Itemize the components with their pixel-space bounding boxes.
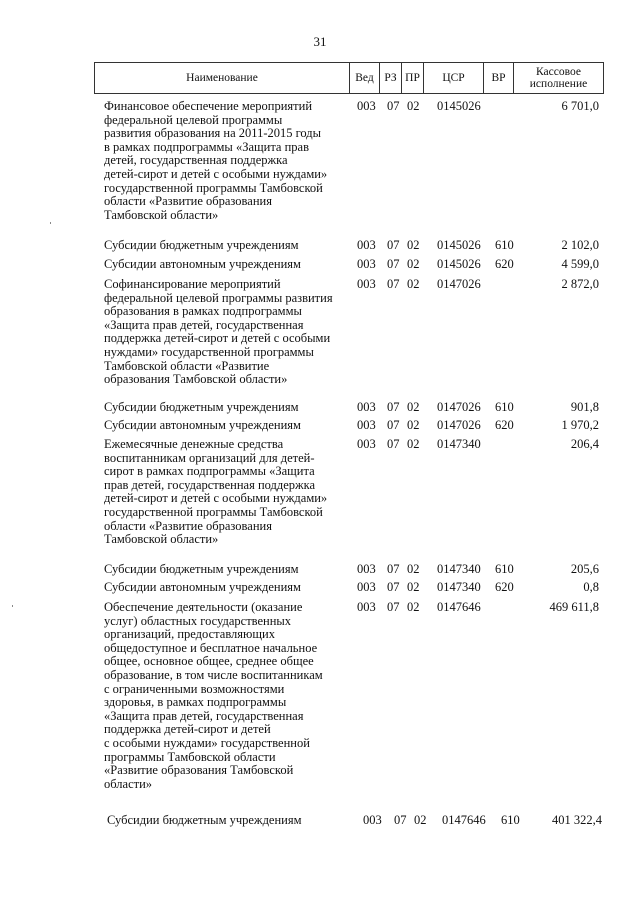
row-name: Субсидии бюджетным учреждениям bbox=[104, 400, 299, 414]
row-pr: 02 bbox=[407, 400, 420, 414]
row-csr: 0145026 bbox=[437, 238, 481, 252]
row-pr: 02 bbox=[414, 813, 427, 827]
row-vr: 610 bbox=[495, 400, 514, 414]
row-ved: 003 bbox=[363, 813, 382, 827]
row-csr: 0145026 bbox=[437, 257, 481, 271]
header-ved: Вед bbox=[349, 63, 379, 93]
row-csr: 0147646 bbox=[442, 813, 486, 827]
row-name: Обеспечение деятельности (оказание услуг) областных государственных организаций, предоставляющих общедоступное и бесплатное начальное общее, основное общее, среднее общее образование, в том числе воспитанникам с ограниченными возможностями здоровья, в рамках подпрограммы «Защита прав детей, государственная поддержка детей-сирот и детей с особыми нуждами» государственной программы Тамбовской области «Развитие образования Тамбовской области» bbox=[104, 600, 323, 791]
row-name: Софинансирование мероприятий федеральной целевой программы развития образования в рамках подпрограммы «Защита прав детей, государственная поддержка детей-сирот и детей с особыми нуждами» государственной программы Тамбовской области «Развитие образования Тамбовской области» bbox=[104, 277, 333, 387]
row-name: Финансовое обеспечение мероприятий федеральной целевой программы развития образования на 2011-2015 годы в рамках подпрограммы «Защита прав детей, государственная поддержка детей-сирот и детей с особыми нуждами» государственной программы Тамбовской области «Развитие образования Тамбовской области» bbox=[104, 99, 328, 222]
row-rz: 07 bbox=[387, 99, 400, 113]
scan-speck bbox=[12, 605, 13, 607]
header-vr: ВР bbox=[483, 63, 513, 93]
row-name: Субсидии бюджетным учреждениям bbox=[104, 238, 299, 252]
row-ved: 003 bbox=[357, 580, 376, 594]
row-ved: 003 bbox=[357, 257, 376, 271]
row-csr: 0147026 bbox=[437, 418, 481, 432]
row-rz: 07 bbox=[387, 418, 400, 432]
row-rz: 07 bbox=[387, 257, 400, 271]
row-sum: 2 102,0 bbox=[561, 238, 599, 252]
row-rz: 07 bbox=[387, 600, 400, 614]
row-sum: 401 322,4 bbox=[552, 813, 602, 827]
header-pr: ПР bbox=[401, 63, 423, 93]
row-ved: 003 bbox=[357, 418, 376, 432]
row-sum: 206,4 bbox=[570, 437, 599, 451]
row-csr: 0145026 bbox=[437, 99, 481, 113]
page-number: 31 bbox=[313, 34, 327, 49]
row-pr: 02 bbox=[407, 99, 420, 113]
row-pr: 02 bbox=[407, 238, 420, 252]
row-vr: 610 bbox=[495, 562, 514, 576]
row-csr: 0147026 bbox=[437, 277, 481, 291]
row-rz: 07 bbox=[394, 813, 407, 827]
row-rz: 07 bbox=[387, 437, 400, 451]
row-sum: 205,6 bbox=[570, 562, 599, 576]
row-pr: 02 bbox=[407, 580, 420, 594]
header-csr: ЦСР bbox=[423, 63, 483, 93]
row-csr: 0147340 bbox=[437, 580, 481, 594]
row-vr: 610 bbox=[501, 813, 520, 827]
row-csr: 0147340 bbox=[437, 562, 481, 576]
row-ved: 003 bbox=[357, 600, 376, 614]
row-sum: 0,8 bbox=[583, 580, 599, 594]
row-pr: 02 bbox=[407, 418, 420, 432]
row-vr: 610 bbox=[495, 238, 514, 252]
row-rz: 07 bbox=[387, 238, 400, 252]
row-pr: 02 bbox=[407, 277, 420, 291]
row-rz: 07 bbox=[387, 562, 400, 576]
row-name: Субсидии бюджетным учреждениям bbox=[107, 813, 302, 827]
row-pr: 02 bbox=[407, 437, 420, 451]
row-ved: 003 bbox=[357, 400, 376, 414]
row-name: Субсидии бюджетным учреждениям bbox=[104, 562, 299, 576]
row-sum: 2 872,0 bbox=[561, 277, 599, 291]
row-ved: 003 bbox=[357, 562, 376, 576]
row-name: Субсидии автономным учреждениям bbox=[104, 580, 301, 594]
row-csr: 0147340 bbox=[437, 437, 481, 451]
scan-speck bbox=[50, 222, 51, 224]
row-sum: 4 599,0 bbox=[561, 257, 599, 271]
row-ved: 003 bbox=[357, 437, 376, 451]
row-sum: 6 701,0 bbox=[561, 99, 599, 113]
row-csr: 0147026 bbox=[437, 400, 481, 414]
table-header bbox=[94, 62, 604, 94]
row-pr: 02 bbox=[407, 600, 420, 614]
row-vr: 620 bbox=[495, 418, 514, 432]
row-name: Субсидии автономным учреждениям bbox=[104, 418, 301, 432]
row-rz: 07 bbox=[387, 277, 400, 291]
row-name: Ежемесячные денежные средства воспитанникам организаций для детей- сирот в рамках подпрограммы «Защита прав детей, государственная поддержка детей-сирот и детей с особыми нуждами» государственной программы Тамбовской области «Развитие образования Тамбовской области» bbox=[104, 437, 328, 547]
row-vr: 620 bbox=[495, 580, 514, 594]
row-ved: 003 bbox=[357, 277, 376, 291]
row-pr: 02 bbox=[407, 562, 420, 576]
row-rz: 07 bbox=[387, 400, 400, 414]
header-name: Наименование bbox=[186, 72, 258, 84]
row-sum: 469 611,8 bbox=[549, 600, 599, 614]
row-sum: 1 970,2 bbox=[561, 418, 599, 432]
header-cash: Кассовое исполнение bbox=[513, 63, 603, 93]
row-sum: 901,8 bbox=[570, 400, 599, 414]
header-rz: РЗ bbox=[379, 63, 401, 93]
row-csr: 0147646 bbox=[437, 600, 481, 614]
row-ved: 003 bbox=[357, 99, 376, 113]
row-rz: 07 bbox=[387, 580, 400, 594]
row-vr: 620 bbox=[495, 257, 514, 271]
row-pr: 02 bbox=[407, 257, 420, 271]
row-name: Субсидии автономным учреждениям bbox=[104, 257, 301, 271]
row-ved: 003 bbox=[357, 238, 376, 252]
